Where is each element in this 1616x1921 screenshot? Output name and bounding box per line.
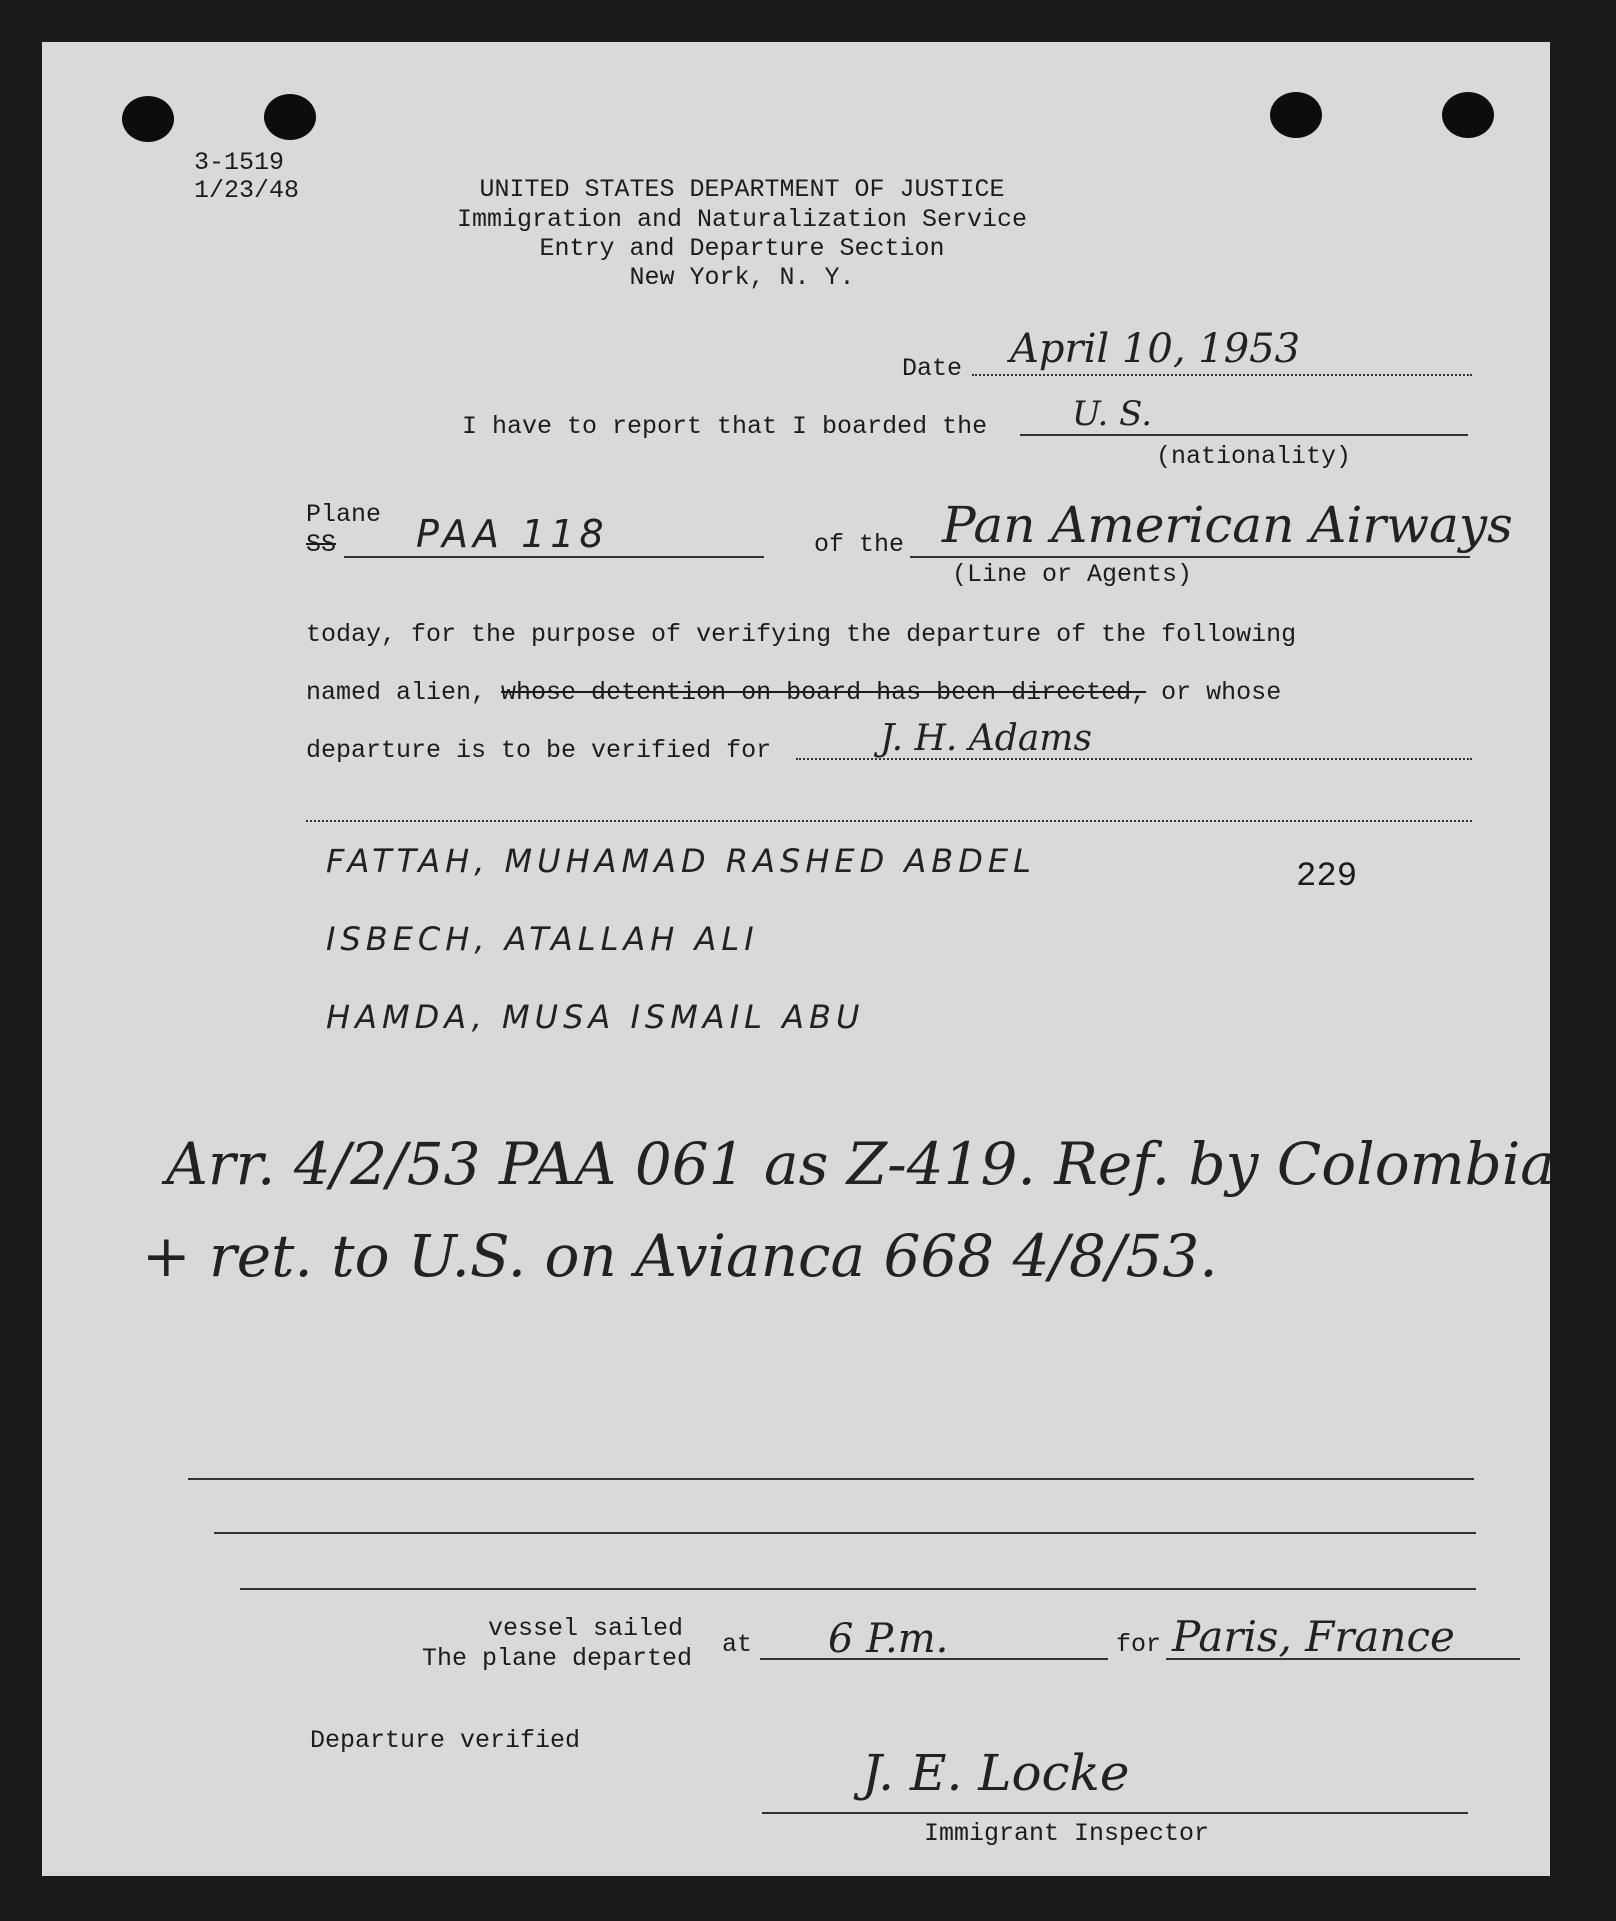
- verified-for-label: departure is to be verified for: [306, 736, 772, 765]
- named-alien-line: [306, 680, 1281, 705]
- nationality-label: (nationality): [1156, 442, 1352, 471]
- plane-departed-label: The plane departed: [422, 1644, 693, 1673]
- vessel-sailed-label: vessel sailed: [488, 1614, 684, 1643]
- punch-hole: [122, 96, 174, 142]
- verified-for-value: J. H. Adams: [880, 718, 1092, 759]
- form-number: 3-1519: [194, 148, 285, 177]
- header-department: UNITED STATES DEPARTMENT OF JUSTICE: [479, 175, 1005, 204]
- named-alien-suffix: or whose: [1161, 678, 1282, 707]
- purpose-line: today, for the purpose of verifying the departure of the following: [306, 620, 1297, 649]
- alien-name: FATTAH, MUHAMAD RASHED ABDEL: [326, 842, 1036, 880]
- for-label: for: [1116, 1630, 1162, 1659]
- punch-hole: [1270, 92, 1322, 138]
- named-alien-prefix: named alien,: [306, 678, 487, 707]
- blank-line: [188, 1478, 1474, 1480]
- header-service: Immigration and Naturalization Service: [456, 205, 1028, 234]
- struck-detention-text: whose detention on board has been directed,: [501, 678, 1147, 707]
- form-page: [42, 42, 1555, 1876]
- punch-hole: [264, 94, 316, 140]
- nationality-line: [1020, 434, 1468, 436]
- line-value: Pan American Airways: [942, 496, 1513, 554]
- plane-label: Plane: [306, 500, 382, 529]
- signature-line: [762, 1812, 1468, 1814]
- date-value: April 10, 1953: [1010, 326, 1301, 372]
- vessel-line: [344, 556, 764, 558]
- line-agents-line: [910, 556, 1470, 558]
- nationality-value: U. S.: [1072, 394, 1153, 434]
- date-label: Date: [902, 354, 963, 383]
- inspector-label: Immigrant Inspector: [924, 1819, 1210, 1848]
- report-text: I have to report that I boarded the: [462, 412, 988, 441]
- at-label: at: [722, 1630, 753, 1659]
- handwritten-note-2: + ret. to U.S. on Avianca 668 4/8/53.: [142, 1222, 1218, 1290]
- of-the-label: of the: [814, 530, 905, 559]
- handwritten-note-1: Arr. 4/2/53 PAA 061 as Z-419. Ref. by Colombia: [166, 1130, 1555, 1198]
- alien-name: ISBECH, ATALLAH ALI: [326, 920, 759, 958]
- blank-line: [240, 1588, 1476, 1590]
- header-section: Entry and Departure Section: [539, 234, 945, 263]
- time-value: 6 P.m.: [828, 1616, 949, 1662]
- departure-verified-label: Departure verified: [310, 1726, 581, 1755]
- separator-line: [306, 820, 1472, 822]
- destination-value: Paris, France: [1172, 1612, 1455, 1661]
- date-line: [972, 374, 1472, 376]
- punch-hole: [1442, 92, 1494, 138]
- alien-number: 229: [1296, 858, 1358, 896]
- alien-name: HAMDA, MUSA ISMAIL ABU: [326, 998, 865, 1036]
- ss-label: SS: [306, 530, 337, 559]
- inspector-signature: J. E. Locke: [862, 1744, 1130, 1802]
- vessel-value: PAA 118: [416, 512, 609, 556]
- form-revision-date: 1/23/48: [194, 176, 300, 205]
- line-label: (Line or Agents): [952, 560, 1193, 589]
- header-city: New York, N. Y.: [629, 263, 855, 292]
- blank-line: [214, 1532, 1476, 1534]
